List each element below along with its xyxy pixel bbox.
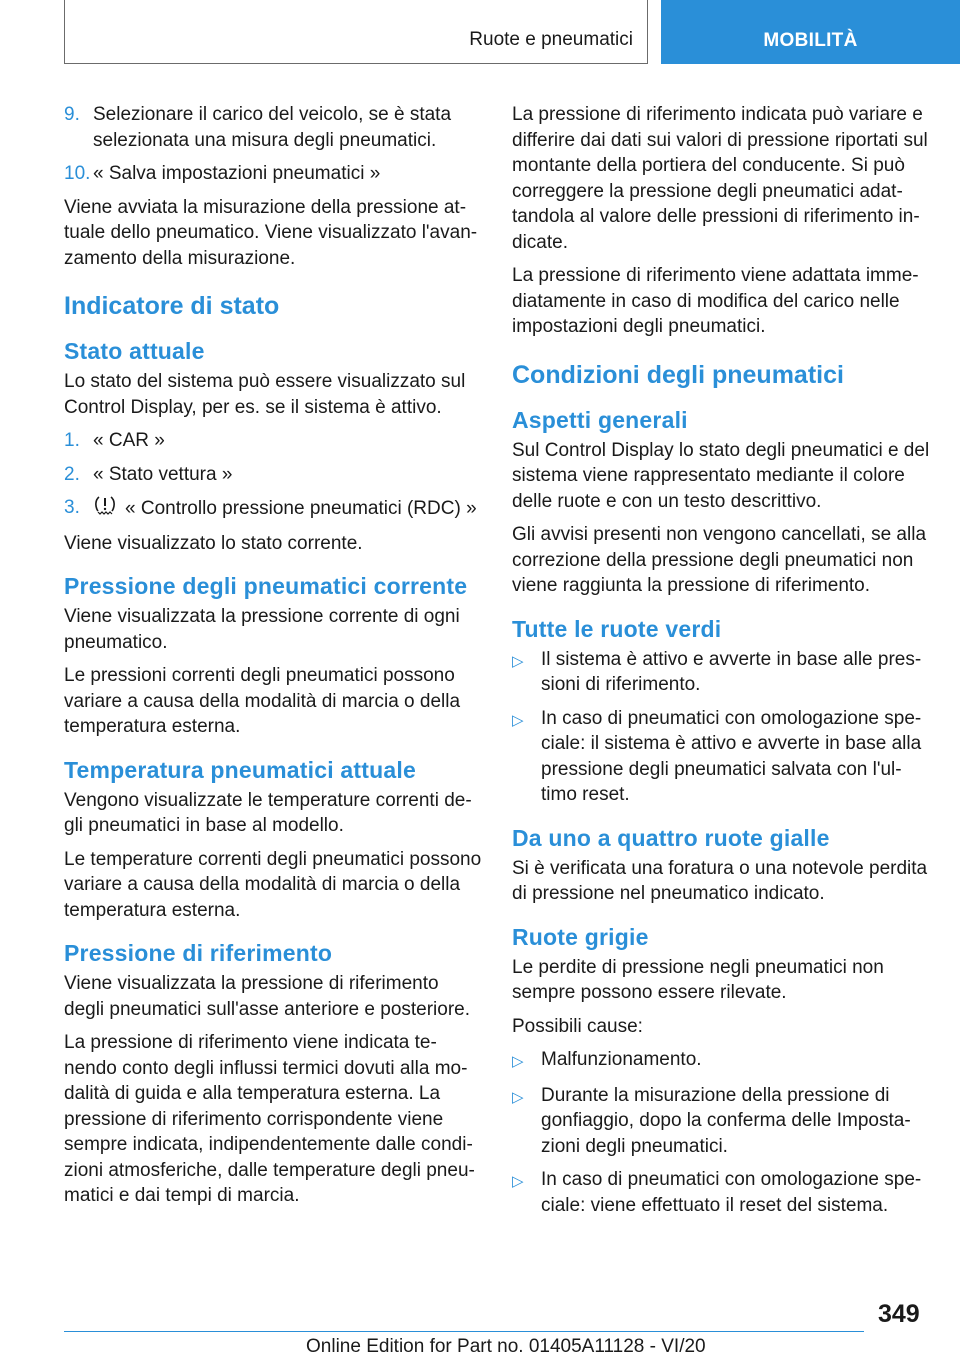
list-item bbox=[512, 1167, 930, 1218]
heading-general: Aspetti generali bbox=[512, 406, 688, 433]
paragraph: La pressione di riferimento viene adattata immediatamente in caso di modifica del carico nelle impostazioni degli pneumatici. bbox=[512, 265, 919, 337]
paragraph: Le temperature correnti degli pneumatici possono variare a causa della modalità di marcia o della temperatura esterna. bbox=[64, 848, 482, 921]
section-title: Ruote e pneumatici bbox=[469, 29, 633, 50]
paragraph: Sul Control Display lo stato degli pneumatici e del sistema viene rappresentato mediante il colore delle ruote e con un testo descrittivo. bbox=[512, 439, 930, 512]
step-text: « Stato vettura » bbox=[93, 463, 233, 485]
paragraph: La pressione di riferimento indicata può variare e differire dai dati sui valori di pressione riportati sul montante della portiera del conducente. Si può correggere la pressione degli pneumatici adattandola al valore delle pressioni di riferimento indicate. bbox=[512, 104, 928, 253]
paragraph: Possibili cause: bbox=[512, 1015, 643, 1037]
triangle-bullet-icon: ▷ bbox=[512, 711, 524, 729]
paragraph: Si è verificata una foratura o una notevole perdita di pressione nel pneumatico indicato. bbox=[512, 857, 928, 904]
list-item bbox=[512, 706, 930, 808]
step-number: 2. bbox=[64, 463, 80, 485]
step-item bbox=[64, 102, 482, 153]
triangle-bullet-icon: ▷ bbox=[512, 1173, 524, 1190]
step-text: « CAR » bbox=[93, 430, 165, 451]
step-number: 3. bbox=[64, 497, 80, 518]
step-item bbox=[64, 428, 482, 454]
heading-current-status: Stato attuale bbox=[64, 338, 205, 364]
paragraph: Gli avvisi presenti non vengono cancellati, se alla correzione della pressione degli pneumatici non viene raggiunta la pressione di riferimento. bbox=[512, 524, 927, 596]
heading-grey-wheels: Ruote grigie bbox=[512, 923, 649, 950]
step-item bbox=[64, 462, 482, 488]
list-item-text: Malfunzionamento. bbox=[541, 1049, 702, 1070]
step-number: 9. bbox=[64, 104, 80, 125]
list-item-text: In caso di pneumatici con omologazione speciale: viene effettuato il reset del sistema. bbox=[541, 1169, 922, 1216]
heading-tire-conditions: Condizioni degli pneumatici bbox=[512, 360, 844, 389]
step-item bbox=[64, 161, 482, 187]
paragraph: Viene avviata la misurazione della pressione attuale dello pneumatico. Viene visualizzato l'avanzamento della misurazione. bbox=[64, 196, 478, 269]
footer-divider bbox=[64, 1331, 864, 1332]
list-item bbox=[512, 647, 930, 698]
right-column bbox=[512, 102, 930, 1226]
step-text: « Controllo pressione pneumatici (RDC) » bbox=[125, 497, 477, 519]
list-item bbox=[512, 1047, 930, 1075]
paragraph: Viene visualizzata la pressione di riferimento degli pneumatici sull'asse anteriore e posteriore. bbox=[64, 973, 471, 1020]
paragraph: Vengono visualizzate le temperature correnti degli pneumatici in base al modello. bbox=[64, 789, 472, 836]
paragraph: La pressione di riferimento viene indicata tenendo conto degli influssi termici dovuti alla modalità di guida e alla temperatura esterna. La pressione di riferimento corrispondente viene sempre indicata, indipendentemente dalle condizioni atmosferiche, dalle temperature degli pneumatici e dai tempi di marcia. bbox=[64, 1032, 475, 1206]
heading-status-indicator: Indicatore di stato bbox=[64, 292, 280, 320]
list-item bbox=[512, 1083, 930, 1160]
footer-edition: Online Edition for Part no. 01405A11128 - VI/20 bbox=[306, 1336, 706, 1357]
triangle-bullet-icon: ▷ bbox=[512, 1053, 524, 1070]
list-item-text: Durante la misurazione della pressione di gonfiaggio, dopo la conferma delle Impostazioni degli pneumatici. bbox=[541, 1084, 911, 1157]
heading-current-pressure: Pressione degli pneumatici corrente bbox=[64, 573, 468, 599]
step-item bbox=[64, 495, 482, 523]
heading-yellow-wheels: Da uno a quattro ruote gialle bbox=[512, 824, 830, 851]
step-text: « Salva impostazioni pneumatici » bbox=[93, 163, 381, 184]
triangle-bullet-icon: ▷ bbox=[512, 1088, 524, 1106]
paragraph: Le pressioni correnti degli pneumatici possono variare a causa della modalità di marcia o della temperatura esterna. bbox=[64, 665, 461, 737]
heading-reference-pressure: Pressione di riferimento bbox=[64, 940, 333, 966]
paragraph: Lo stato del sistema può essere visualizzato sul Control Display, per es. se il sistema è attivo. bbox=[64, 371, 466, 418]
running-header-chapter bbox=[661, 0, 960, 64]
step-number: 10. bbox=[64, 163, 91, 184]
chapter-title: MOBILITÀ bbox=[763, 30, 858, 51]
paragraph: Le perdite di pressione negli pneumatici non sempre possono essere rilevate. bbox=[512, 956, 884, 1003]
left-column bbox=[64, 102, 482, 1217]
page-number: 349 bbox=[878, 1300, 920, 1328]
heading-current-temperature: Temperatura pneumatici attuale bbox=[64, 756, 416, 783]
list-item-text: Il sistema è attivo e avverte in base alle pressioni di riferimento. bbox=[541, 648, 922, 695]
step-text-wrapper bbox=[93, 495, 482, 523]
step-text: Selezionare il carico del veicolo, se è stata selezionata una misura degli pneumatici. bbox=[93, 104, 452, 151]
tire-pressure-warning-icon bbox=[93, 495, 117, 523]
paragraph: Viene visualizzato lo stato corrente. bbox=[64, 532, 363, 554]
list-item-text: In caso di pneumatici con omologazione speciale: il sistema è attivo e avverte in base alla pressione degli pneumatici salvata con l'ultimo reset. bbox=[541, 707, 922, 805]
paragraph: Viene visualizzata la pressione corrente di ogni pneumatico. bbox=[64, 606, 460, 653]
step-number: 1. bbox=[64, 430, 80, 451]
heading-all-green: Tutte le ruote verdi bbox=[512, 615, 722, 642]
running-header-section bbox=[64, 0, 648, 64]
triangle-bullet-icon: ▷ bbox=[512, 652, 524, 670]
